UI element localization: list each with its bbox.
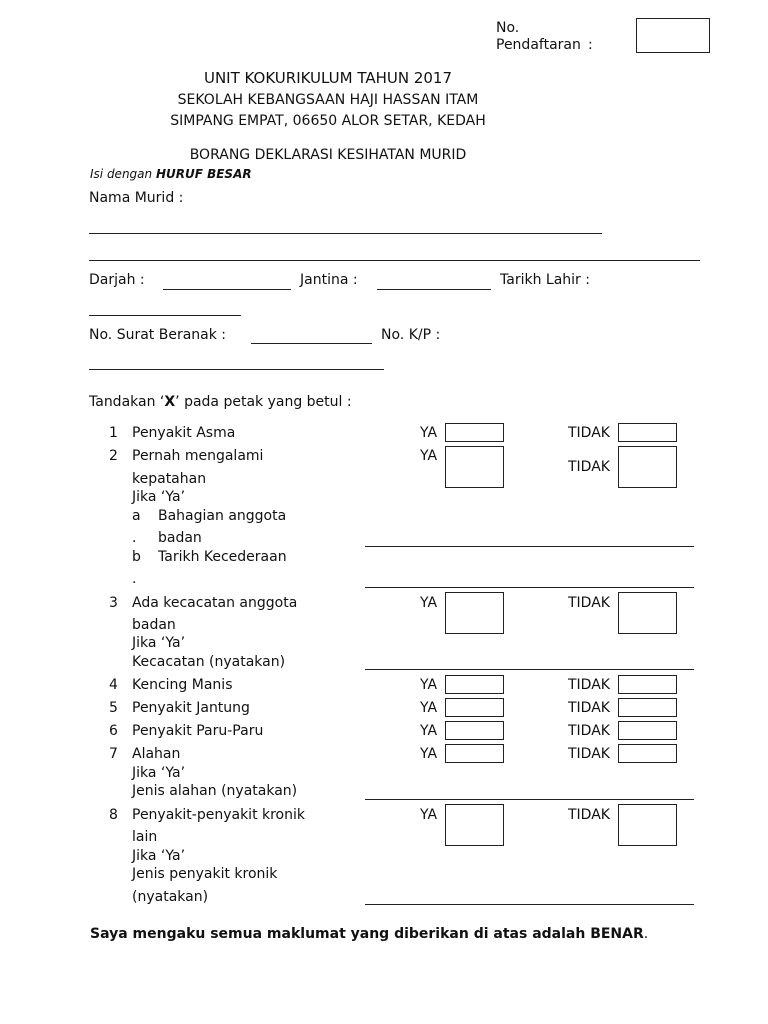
- mark-instruction-x: X: [164, 394, 176, 410]
- item-8-no-checkbox[interactable]: [618, 804, 677, 846]
- jantina-label: Jantina :: [300, 272, 358, 288]
- registration-label-line1: No.: [496, 20, 520, 36]
- item-7-answer-line[interactable]: [365, 799, 694, 800]
- item-7-yes-checkbox[interactable]: [445, 744, 504, 763]
- item-3-no-checkbox[interactable]: [618, 592, 677, 634]
- darjah-line[interactable]: [163, 289, 291, 290]
- item-3-answer-line[interactable]: [365, 669, 694, 670]
- nama-line-1[interactable]: [89, 233, 602, 234]
- item-5-no-checkbox[interactable]: [618, 698, 677, 717]
- surat-beranak-line[interactable]: [251, 343, 372, 344]
- item-label: Penyakit-penyakit kronik: [132, 807, 305, 823]
- school-address: SIMPANG EMPAT, 06650 ALOR SETAR, KEDAH: [170, 113, 486, 129]
- instruction-prefix: Isi dengan: [90, 167, 156, 181]
- item-6-no-checkbox[interactable]: [618, 721, 677, 740]
- declaration: [90, 925, 648, 943]
- no-label: TIDAK: [568, 746, 610, 762]
- item-2-no-checkbox[interactable]: [618, 446, 677, 488]
- sub-label: Bahagian anggota: [158, 508, 287, 524]
- nama-line-2[interactable]: [89, 260, 700, 261]
- item-detail-label: Kecacatan (nyatakan): [132, 654, 286, 670]
- item-condition: Jika ‘Ya’: [132, 765, 186, 781]
- jantina-line[interactable]: [377, 289, 491, 290]
- item-4-no-checkbox[interactable]: [618, 675, 677, 694]
- declaration-period: .: [643, 926, 649, 942]
- item-number: 6: [109, 723, 118, 739]
- item-number: 4: [109, 677, 118, 693]
- item-8-answer-line[interactable]: [365, 904, 694, 905]
- yes-label: YA: [420, 595, 438, 611]
- item-1-yes-checkbox[interactable]: [445, 423, 504, 442]
- school-name: SEKOLAH KEBANGSAAN HAJI HASSAN ITAM: [177, 92, 479, 108]
- no-label: TIDAK: [568, 807, 610, 823]
- item-2a-answer-line[interactable]: [365, 546, 694, 547]
- no-label: TIDAK: [568, 700, 610, 716]
- item-8-yes-checkbox[interactable]: [445, 804, 504, 846]
- item-label: Kencing Manis: [132, 677, 233, 693]
- tarikh-lahir-line[interactable]: [89, 315, 241, 316]
- item-2-yes-checkbox[interactable]: [445, 446, 504, 488]
- yes-label: YA: [420, 807, 438, 823]
- declaration-text: Saya mengaku semua maklumat yang diberikan di atas adalah BENAR: [90, 926, 644, 942]
- sub-label: badan: [158, 530, 202, 546]
- no-label: TIDAK: [568, 723, 610, 739]
- item-detail-label: Jenis penyakit kronik: [132, 866, 278, 882]
- item-7-no-checkbox[interactable]: [618, 744, 677, 763]
- item-label: Ada kecacatan anggota: [132, 595, 298, 611]
- mark-instruction: [89, 393, 352, 411]
- item-detail-label: (nyatakan): [132, 889, 209, 905]
- nama-label: Nama Murid :: [89, 190, 184, 206]
- yes-label: YA: [420, 746, 438, 762]
- registration-label-line2: Pendaftaran: [496, 37, 581, 53]
- sub-letter: a: [132, 508, 141, 524]
- item-number: 1: [109, 425, 118, 441]
- no-label: TIDAK: [568, 459, 610, 475]
- yes-label: YA: [420, 448, 438, 464]
- item-number: 2: [109, 448, 118, 464]
- no-label: TIDAK: [568, 425, 610, 441]
- item-condition: Jika ‘Ya’: [132, 635, 186, 651]
- yes-label: YA: [420, 723, 438, 739]
- kp-label: No. K/P :: [381, 327, 441, 343]
- item-3-yes-checkbox[interactable]: [445, 592, 504, 634]
- item-label: Penyakit Asma: [132, 425, 236, 441]
- surat-beranak-label: No. Surat Beranak :: [89, 327, 227, 343]
- item-condition: Jika ‘Ya’: [132, 848, 186, 864]
- item-label: badan: [132, 617, 176, 633]
- item-label: Alahan: [132, 746, 181, 762]
- sub-label: Tarikh Kecederaan: [158, 549, 287, 565]
- item-label: Pernah mengalami: [132, 448, 264, 464]
- yes-label: YA: [420, 677, 438, 693]
- item-detail-label: Jenis alahan (nyatakan): [132, 783, 298, 799]
- instruction-bold: HURUF BESAR: [155, 167, 252, 181]
- item-number: 8: [109, 807, 118, 823]
- item-5-yes-checkbox[interactable]: [445, 698, 504, 717]
- registration-number-box[interactable]: [636, 18, 710, 53]
- yes-label: YA: [420, 700, 438, 716]
- form-title: BORANG DEKLARASI KESIHATAN MURID: [189, 147, 467, 163]
- item-number: 7: [109, 746, 118, 762]
- item-label: Penyakit Jantung: [132, 700, 250, 716]
- darjah-label: Darjah :: [89, 272, 145, 288]
- no-label: TIDAK: [568, 677, 610, 693]
- item-condition: Jika ‘Ya’: [132, 489, 186, 505]
- item-6-yes-checkbox[interactable]: [445, 721, 504, 740]
- item-number: 3: [109, 595, 118, 611]
- no-label: TIDAK: [568, 595, 610, 611]
- item-number: 5: [109, 700, 118, 716]
- kp-line[interactable]: [89, 369, 384, 370]
- fill-instruction: [90, 166, 252, 182]
- sub-dot: .: [132, 571, 137, 587]
- mark-instruction-prefix: Tandakan ‘: [89, 394, 165, 410]
- item-4-yes-checkbox[interactable]: [445, 675, 504, 694]
- item-label: lain: [132, 829, 158, 845]
- yes-label: YA: [420, 425, 438, 441]
- tarikh-lahir-label: Tarikh Lahir :: [500, 272, 590, 288]
- item-label: Penyakit Paru-Paru: [132, 723, 264, 739]
- item-label: kepatahan: [132, 471, 207, 487]
- sub-letter: b: [132, 549, 141, 565]
- mark-instruction-suffix: ’ pada petak yang betul :: [175, 394, 352, 410]
- item-2b-answer-line[interactable]: [365, 587, 694, 588]
- item-1-no-checkbox[interactable]: [618, 423, 677, 442]
- registration-colon: :: [588, 37, 593, 53]
- sub-dot: .: [132, 530, 137, 546]
- unit-title: UNIT KOKURIKULUM TAHUN 2017: [203, 69, 453, 87]
